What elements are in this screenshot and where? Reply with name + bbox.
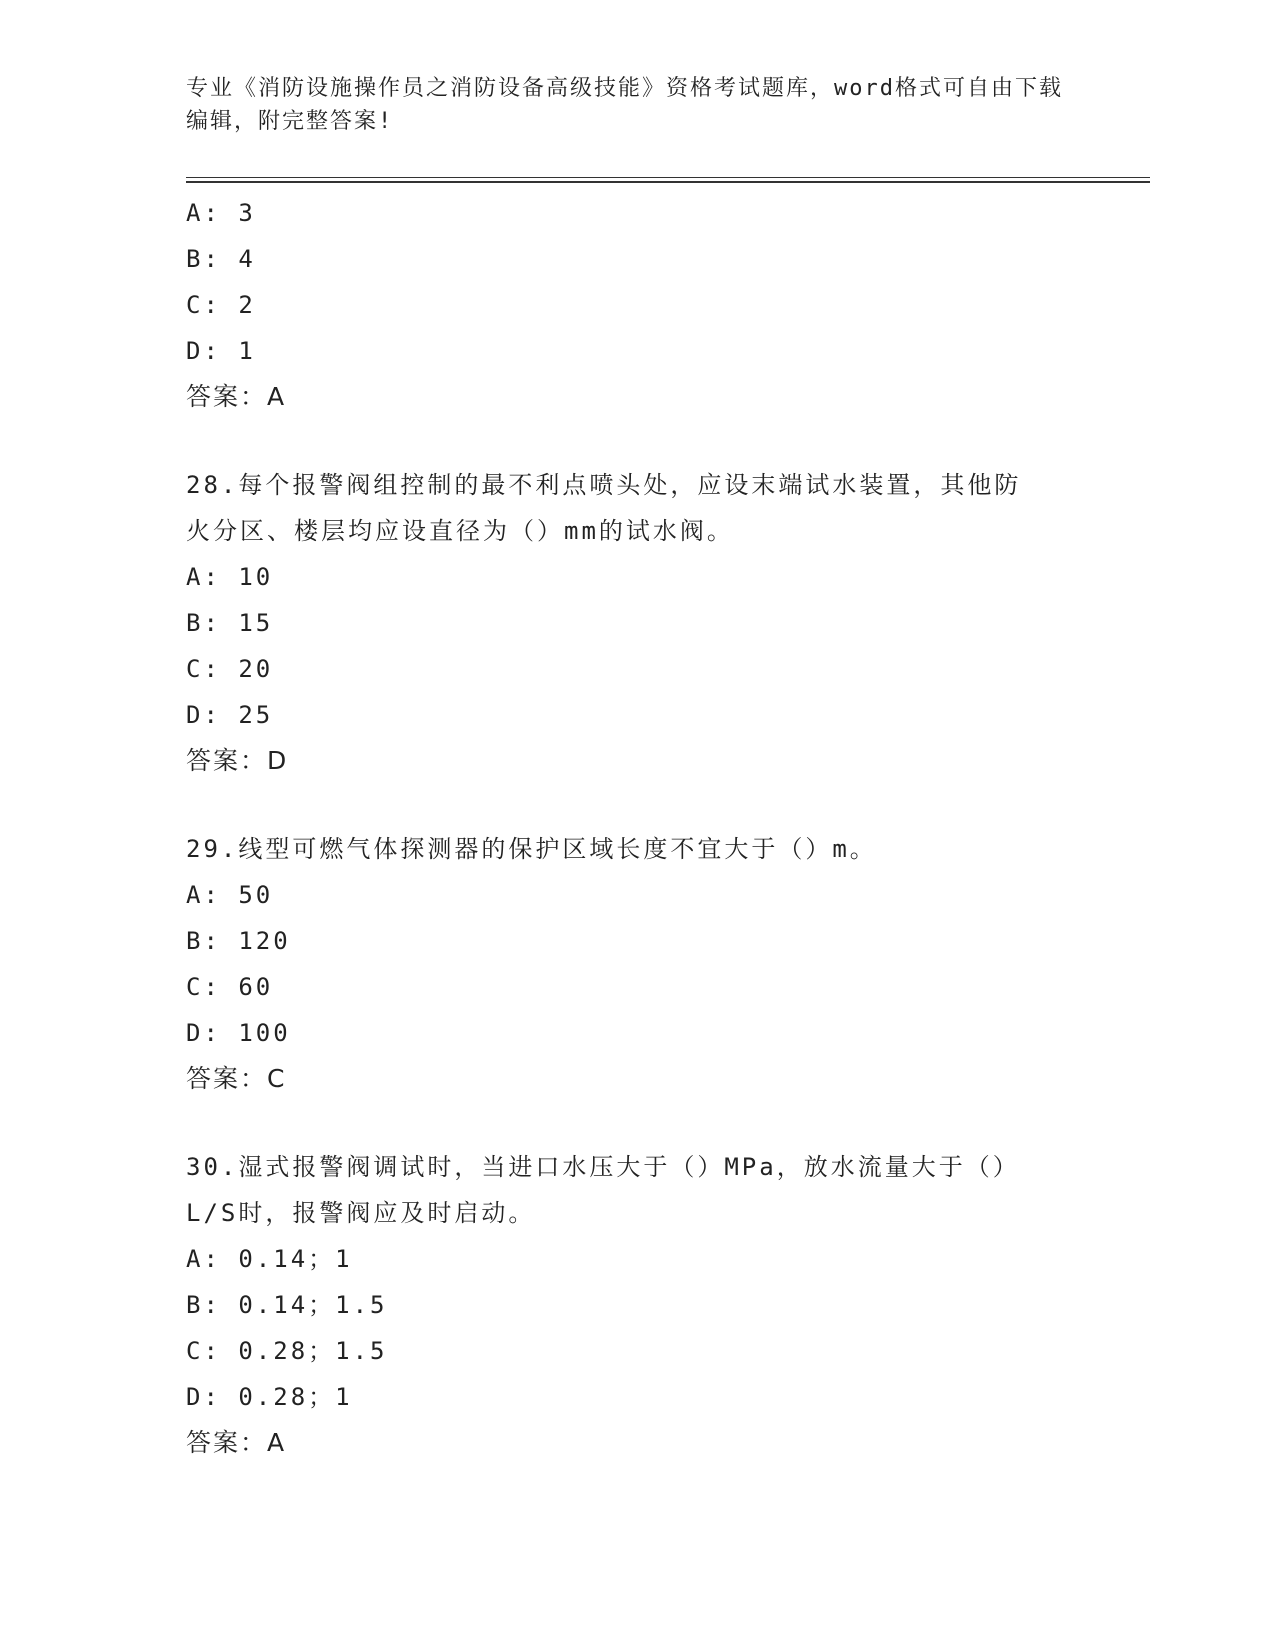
option-a: A: 50 (186, 881, 274, 909)
option-a: A: 3 (186, 199, 256, 227)
question-text-line: 30.湿式报警阀调试时，当进口水压大于（）MPa，放水流量大于（） (186, 1153, 1020, 1181)
question-text-line: 火分区、楼层均应设直径为（）mm的试水阀。 (186, 517, 734, 545)
option-b: B: 15 (186, 609, 274, 637)
answer: 答案：A (186, 382, 287, 411)
option-d: D: 1 (186, 337, 256, 365)
option-b: B: 120 (186, 927, 291, 955)
option-b: B: 0.14；1.5 (186, 1291, 388, 1319)
question-29 (186, 826, 1086, 1102)
header-rule-thin (186, 177, 1150, 178)
option-c: C: 20 (186, 655, 274, 683)
question-27 (186, 190, 1086, 420)
option-d: D: 100 (186, 1019, 291, 1047)
option-c: C: 60 (186, 973, 274, 1001)
question-list (186, 190, 1086, 1466)
answer: 答案：D (186, 746, 289, 775)
answer: 答案：A (186, 1428, 287, 1457)
option-b: B: 4 (186, 245, 256, 273)
option-c: C: 2 (186, 291, 256, 319)
question-text-line: 29.线型可燃气体探测器的保护区域长度不宜大于（）m。 (186, 835, 877, 863)
option-d: D: 0.28；1 (186, 1383, 353, 1411)
option-a: A: 10 (186, 563, 274, 591)
question-30 (186, 1144, 1086, 1466)
document-header: 专业《消防设施操作员之消防设备高级技能》资格考试题库，word格式可自由下载编辑，附完整答案! (186, 76, 1063, 134)
option-d: D: 25 (186, 701, 274, 729)
option-a: A: 0.14；1 (186, 1245, 353, 1273)
question-28 (186, 462, 1086, 784)
option-c: C: 0.28；1.5 (186, 1337, 388, 1365)
question-text-line: L/S时，报警阀应及时启动。 (186, 1199, 536, 1227)
question-text-line: 28.每个报警阀组控制的最不利点喷头处，应设末端试水装置，其他防 (186, 471, 1022, 499)
header-rule-thick (186, 181, 1150, 183)
answer: 答案：C (186, 1064, 287, 1093)
